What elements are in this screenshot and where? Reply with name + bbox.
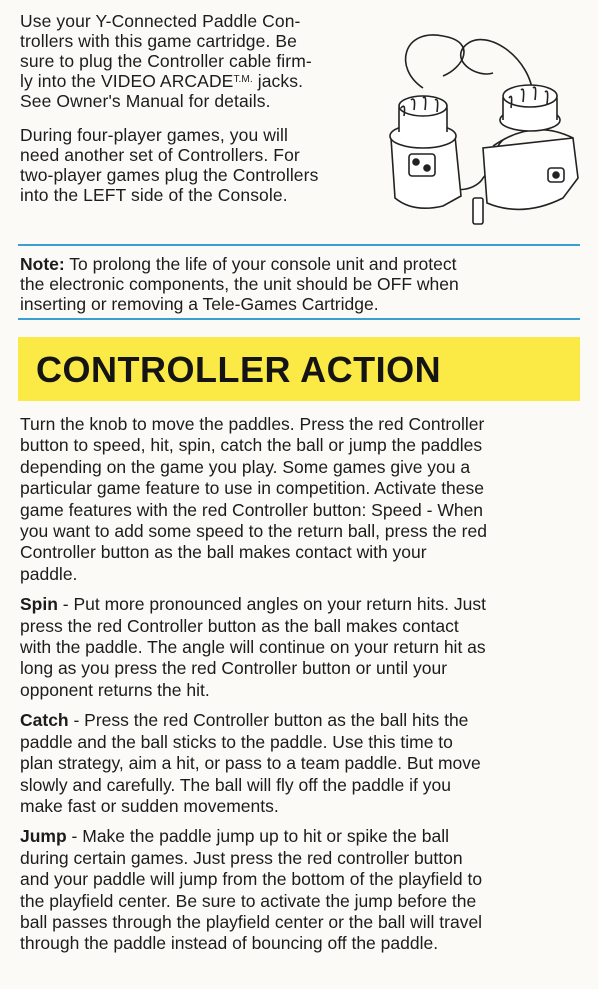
- controller-action-text: [20, 414, 585, 964]
- paragraph-catch: Catch - Press the red Controller button as the ball hits the paddle and the ball sticks to the paddle. Use this time to plan strategy, aim a hit, or pass to a team paddle. But move slowly and carefully. The ball will fly off the paddle if you make fast or sudden movements.: [20, 710, 481, 816]
- bottom-divider: [18, 318, 580, 320]
- note-label: Note:: [20, 254, 65, 274]
- paragraph-spin: Spin - Put more pronounced angles on your return hits. Just press the red Controller button as the ball makes contact with the paddle. The angle will continue on your return hit as long as you press the red Controller button or until your opponent returns the hit.: [20, 594, 486, 700]
- top-divider: [18, 244, 580, 246]
- note-box: Note: To prolong the life of your console unit and protect the electronic components, the unit should be OFF when inserting or removing a Tele-Games Cartridge.: [20, 254, 459, 314]
- spin-label: Spin: [20, 594, 58, 615]
- paragraph-jump: Jump - Make the paddle jump up to hit or spike the ball during certain games. Just press the red controller button and your paddle will jump from the bottom of the playfield to the playfield center. Be sure to activate the jump before the ball passes through the playfield center or the ball will travel through the paddle instead of bouncing off the paddle.: [20, 826, 483, 954]
- trademark-mark: T.M.: [233, 74, 253, 85]
- intro-paragraph-cartridge: Use your Y-Connected Paddle Con- trollers with this game cartridge. Be sure to plug the Controller cable firm- ly into the VIDEO $ARCADE^{T.M.}$ jacks. See Owner's Manual for details.: [20, 11, 312, 111]
- intro-text: [20, 11, 375, 219]
- section-banner: [18, 337, 580, 401]
- catch-label: Catch: [20, 710, 69, 731]
- paddle-controllers-illustration: [383, 28, 583, 238]
- jump-label: Jump: [20, 826, 67, 847]
- paragraph-speed: Turn the knob to move the paddles. Press the red Controller button to speed, hit, spin, catch the ball or jump the paddles depending on the game you play. Some games give you a particular game feature to use in competition. Activate these game features with the red Controller button: Speed - When you want to add some speed to the return ball, press the red Controller button as the ball makes contact with your paddle.: [20, 414, 487, 584]
- section-title: CONTROLLER ACTION: [36, 349, 442, 390]
- intro-paragraph-four-player: During four-player games, you will need another set of Controllers. For two-player games plug the Controllers into the LEFT side of the Console.: [20, 125, 319, 205]
